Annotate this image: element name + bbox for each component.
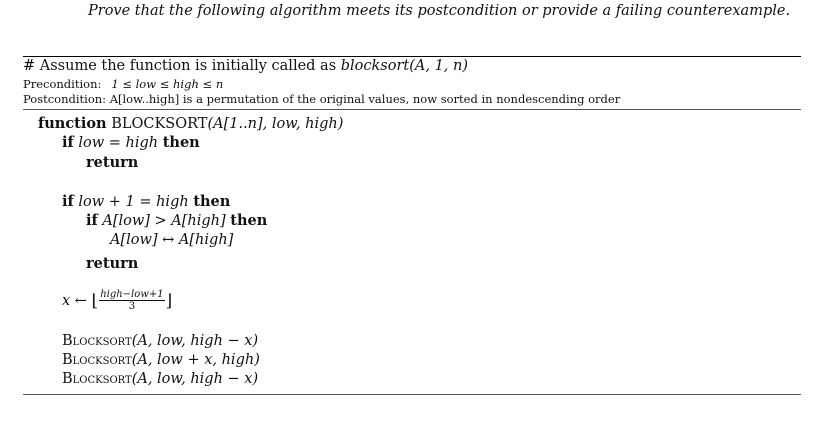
- floor-right: ⌋: [165, 291, 173, 311]
- function-keyword: function: [38, 115, 107, 132]
- then-keyword: then: [230, 212, 268, 229]
- precondition-label: Precondition:: [23, 77, 102, 91]
- then-keyword: then: [193, 193, 231, 210]
- then-keyword: then: [162, 134, 200, 151]
- if-line-1: [62, 134, 200, 151]
- if-line-3: [86, 212, 267, 229]
- fraction-denominator: 3: [128, 301, 136, 312]
- postcondition-label: Postcondition:: [23, 92, 107, 106]
- call-name: Blocksort: [62, 333, 132, 349]
- assign-lhs: x ←: [62, 293, 87, 309]
- recursive-call-1: [62, 333, 258, 349]
- condition-3: A[low] > A[high]: [102, 213, 226, 229]
- algorithm-bottom-rule: [23, 394, 801, 395]
- precondition: [23, 77, 223, 91]
- condition-1: low = high: [78, 135, 159, 151]
- assume-prefix: # Assume the function is initially called as: [23, 58, 341, 74]
- swap-line: A[low] ↔ A[high]: [110, 232, 234, 248]
- condition-2: low + 1 = high: [78, 194, 189, 210]
- call-args: (A, low, high − x): [131, 371, 259, 387]
- floor-left: ⌊: [91, 291, 99, 311]
- if-keyword: if: [62, 193, 74, 210]
- fraction-numerator: high−low+1: [100, 289, 164, 300]
- postcondition-text: A[low..high] is a permutation of the original values, now sorted in nondescending order: [109, 92, 621, 106]
- function-name: BLOCKSORT: [111, 116, 208, 132]
- call-args: (A, low, high − x): [131, 333, 259, 349]
- assign-x-line: [62, 290, 172, 312]
- postcondition: [23, 92, 620, 106]
- recursive-call-3: [62, 371, 258, 387]
- function-signature: [38, 115, 343, 132]
- return-line-2: return: [86, 255, 139, 272]
- call-name: Blocksort: [62, 352, 132, 368]
- call-args: (A, low + x, high): [131, 352, 260, 368]
- if-line-2: [62, 193, 230, 210]
- call-name: Blocksort: [62, 371, 132, 387]
- problem-statement: Prove that the following algorithm meets its postcondition or provide a failing counterexample.: [88, 3, 791, 19]
- assume-comment: [23, 58, 468, 74]
- precondition-text: 1 ≤ low ≤ high ≤ n: [111, 77, 224, 91]
- return-line-1: return: [86, 154, 139, 171]
- function-params: (A[1..n], low, high): [207, 116, 344, 132]
- assume-call: blocksort(A, 1, n): [340, 58, 469, 74]
- if-keyword: if: [86, 212, 98, 229]
- algorithm-header-rule: [23, 109, 801, 110]
- recursive-call-2: [62, 352, 260, 368]
- if-keyword: if: [62, 134, 74, 151]
- fraction: [99, 290, 164, 312]
